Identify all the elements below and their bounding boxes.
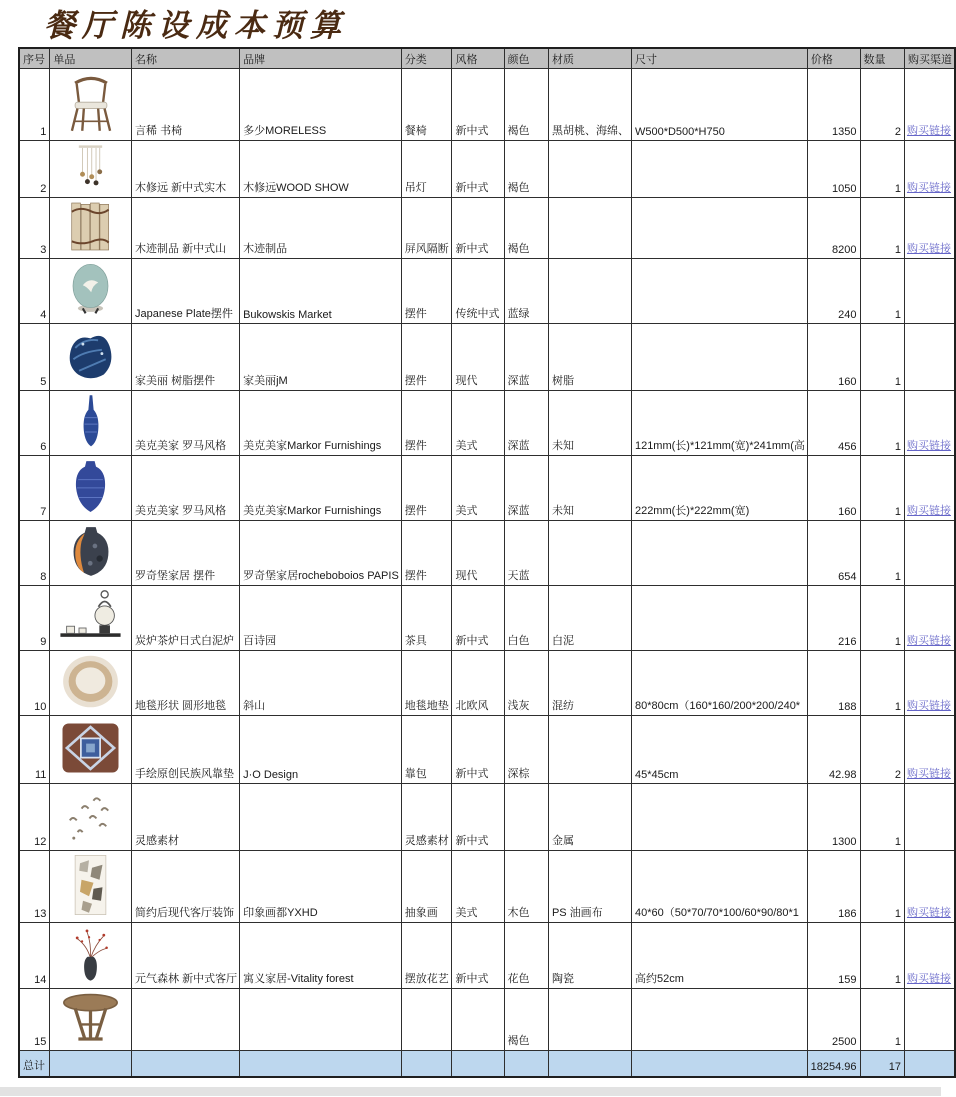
cell-material[interactable] <box>548 716 631 784</box>
cell-color[interactable]: 花色 <box>504 923 548 989</box>
abstract-painting-icon <box>74 907 107 919</box>
cell-material[interactable]: 白泥 <box>548 586 631 651</box>
cell-item-image[interactable] <box>50 141 132 198</box>
cell-style[interactable]: 现代 <box>452 324 504 391</box>
cell-category[interactable]: 茶具 <box>401 586 452 651</box>
purchase-link[interactable]: 购买链接 <box>906 182 951 194</box>
cell-size[interactable] <box>631 586 807 651</box>
cell-style[interactable] <box>452 989 504 1051</box>
table-row <box>19 259 955 324</box>
cell-material[interactable]: 陶瓷 <box>548 923 631 989</box>
column-header-brand[interactable]: 品牌 <box>240 48 402 69</box>
cell-style[interactable]: 新中式 <box>452 784 504 851</box>
cell-item-image[interactable] <box>50 69 132 141</box>
cell-qty[interactable]: 2 <box>860 69 904 141</box>
total-row <box>19 1051 955 1077</box>
cell-price[interactable]: 1300 <box>807 784 860 851</box>
cell-name[interactable]: 手绘原创民族风靠垫 <box>132 716 240 784</box>
column-header-no[interactable]: 序号 <box>19 48 50 69</box>
cell-item-image[interactable] <box>50 989 132 1051</box>
table-row <box>19 989 955 1051</box>
cell-brand[interactable]: J·O Design <box>240 716 402 784</box>
cell-price[interactable]: 160 <box>807 456 860 521</box>
cell-price[interactable]: 240 <box>807 259 860 324</box>
cell-style[interactable]: 美式 <box>452 391 504 456</box>
cell-category[interactable]: 地毯地垫 <box>401 651 452 716</box>
cell-name[interactable]: 炭炉茶炉日式白泥炉 <box>132 586 240 651</box>
cell-price[interactable]: 216 <box>807 586 860 651</box>
column-header-size[interactable]: 尺寸 <box>631 48 807 69</box>
purchase-link[interactable]: 购买链接 <box>906 768 951 780</box>
cell-brand[interactable]: 木迹制品 <box>240 198 402 259</box>
cell-color[interactable]: 木色 <box>504 851 548 923</box>
cell-category[interactable]: 摆件 <box>401 456 452 521</box>
plate-icon <box>66 308 115 320</box>
table-row <box>19 456 955 521</box>
chair-icon <box>63 125 119 137</box>
resin-bowl-icon <box>60 375 121 387</box>
cell-size[interactable] <box>631 141 807 198</box>
cell-no[interactable]: 14 <box>19 923 50 989</box>
cell-style[interactable]: 新中式 <box>452 198 504 259</box>
cell-brand[interactable]: 美克美家Markor Furnishings <box>240 391 402 456</box>
cell-material[interactable] <box>548 259 631 324</box>
purchase-link[interactable]: 购买链接 <box>906 635 951 647</box>
cell-color[interactable]: 褐色 <box>504 141 548 198</box>
cell-item-image[interactable] <box>50 586 132 651</box>
cell-category[interactable]: 摆件 <box>401 391 452 456</box>
cell-price[interactable]: 188 <box>807 651 860 716</box>
cell-color[interactable]: 蓝绿 <box>504 259 548 324</box>
cell-no[interactable]: 7 <box>19 456 50 521</box>
cell-style[interactable]: 北欧风 <box>452 651 504 716</box>
cell-material[interactable] <box>548 989 631 1051</box>
cell-item-image[interactable] <box>50 456 132 521</box>
column-header-category[interactable]: 分类 <box>401 48 452 69</box>
cell-category[interactable]: 灵感素材 <box>401 784 452 851</box>
cell-size[interactable] <box>631 324 807 391</box>
cell-qty[interactable]: 1 <box>860 324 904 391</box>
cell-qty[interactable]: 1 <box>860 259 904 324</box>
cell-name[interactable] <box>132 989 240 1051</box>
cell-no[interactable]: 8 <box>19 521 50 586</box>
cell-price[interactable]: 456 <box>807 391 860 456</box>
cell-channel[interactable] <box>904 69 955 141</box>
cell-style[interactable]: 新中式 <box>452 141 504 198</box>
total-empty-cell[interactable] <box>132 1051 240 1077</box>
cell-channel[interactable] <box>904 923 955 989</box>
table-row <box>19 586 955 651</box>
table-row <box>19 851 955 923</box>
cell-item-image[interactable] <box>50 324 132 391</box>
cell-size[interactable] <box>631 784 807 851</box>
cell-price[interactable]: 654 <box>807 521 860 586</box>
table-row <box>19 651 955 716</box>
cell-brand[interactable]: 美克美家Markor Furnishings <box>240 456 402 521</box>
column-header-name[interactable]: 名称 <box>132 48 240 69</box>
cell-no[interactable]: 3 <box>19 198 50 259</box>
cell-color[interactable]: 深蓝 <box>504 456 548 521</box>
cell-no[interactable]: 10 <box>19 651 50 716</box>
cell-qty[interactable]: 1 <box>860 141 904 198</box>
cell-brand[interactable]: 木修远WOOD SHOW <box>240 141 402 198</box>
total-empty-cell[interactable] <box>401 1051 452 1077</box>
cell-category[interactable]: 吊灯 <box>401 141 452 198</box>
cell-material[interactable]: 树脂 <box>548 324 631 391</box>
cell-name[interactable]: 元气森林 新中式客厅 <box>132 923 240 989</box>
round-vase-icon <box>68 570 114 582</box>
cell-size[interactable]: 222mm(长)*222mm(宽) <box>631 456 807 521</box>
cell-name[interactable]: 木修远 新中式实木 <box>132 141 240 198</box>
cell-no[interactable]: 5 <box>19 324 50 391</box>
cell-name[interactable]: 美克美家 罗马风格 <box>132 456 240 521</box>
cell-material[interactable] <box>548 141 631 198</box>
cell-qty[interactable]: 1 <box>860 456 904 521</box>
cell-no[interactable]: 4 <box>19 259 50 324</box>
table-row <box>19 391 955 456</box>
table-row <box>19 923 955 989</box>
cell-brand[interactable]: 寓义家居-Vitality forest <box>240 923 402 989</box>
purchase-link[interactable]: 购买链接 <box>906 440 951 452</box>
table-row <box>19 141 955 198</box>
cell-item-image[interactable] <box>50 851 132 923</box>
cell-style[interactable]: 新中式 <box>452 923 504 989</box>
purchase-link[interactable]: 购买链接 <box>906 700 951 712</box>
cell-no[interactable]: 13 <box>19 851 50 923</box>
cell-brand[interactable]: 家美丽jM <box>240 324 402 391</box>
cell-qty[interactable]: 1 <box>860 651 904 716</box>
cell-channel[interactable] <box>904 784 955 851</box>
cell-no[interactable]: 2 <box>19 141 50 198</box>
cell-item-image[interactable] <box>50 259 132 324</box>
table-row <box>19 69 955 141</box>
cell-brand[interactable]: 印象画都YXHD <box>240 851 402 923</box>
cell-item-image[interactable] <box>50 198 132 259</box>
cell-color[interactable]: 浅灰 <box>504 651 548 716</box>
cell-name[interactable]: 言稀 书椅 <box>132 69 240 141</box>
cell-price[interactable]: 1050 <box>807 141 860 198</box>
cell-channel[interactable] <box>904 141 955 198</box>
column-header-item-image[interactable]: 单品 <box>50 48 132 69</box>
cell-channel[interactable] <box>904 851 955 923</box>
cell-name[interactable]: 地毯形状 圆形地毯 <box>132 651 240 716</box>
cell-brand[interactable]: 多少MORELESS <box>240 69 402 141</box>
cell-name[interactable]: 木迹制品 新中式山 <box>132 198 240 259</box>
cell-size[interactable]: 高约52cm <box>631 923 807 989</box>
cell-item-image[interactable] <box>50 391 132 456</box>
cell-category[interactable] <box>401 989 452 1051</box>
table-row <box>19 521 955 586</box>
cell-brand[interactable]: 罗奇堡家居rocheboboios PAPIS <box>240 521 402 586</box>
cell-qty[interactable]: 1 <box>860 784 904 851</box>
cell-name[interactable]: 家美丽 树脂摆件 <box>132 324 240 391</box>
cell-brand[interactable]: 斜山 <box>240 651 402 716</box>
cell-style[interactable]: 美式 <box>452 456 504 521</box>
purchase-link[interactable]: 购买链接 <box>906 907 951 919</box>
column-header-price[interactable]: 价格 <box>807 48 860 69</box>
cell-price[interactable]: 159 <box>807 923 860 989</box>
cell-style[interactable]: 美式 <box>452 851 504 923</box>
flower-vase-icon <box>70 973 111 985</box>
column-header-style[interactable]: 风格 <box>452 48 504 69</box>
total-empty-cell[interactable] <box>904 1051 955 1077</box>
cell-channel[interactable] <box>904 456 955 521</box>
cell-item-image[interactable] <box>50 716 132 784</box>
cell-color[interactable]: 深蓝 <box>504 324 548 391</box>
cell-channel[interactable] <box>904 586 955 651</box>
cell-material[interactable]: 未知 <box>548 456 631 521</box>
urn-vase-icon <box>71 505 110 517</box>
cell-color[interactable]: 褐色 <box>504 198 548 259</box>
column-header-material[interactable]: 材质 <box>548 48 631 69</box>
cell-channel[interactable] <box>904 521 955 586</box>
cell-color[interactable]: 深棕 <box>504 716 548 784</box>
cell-item-image[interactable] <box>50 784 132 851</box>
round-table-icon <box>59 1035 122 1047</box>
cell-price[interactable]: 1350 <box>807 69 860 141</box>
cushion-icon <box>59 768 122 780</box>
column-header-channel[interactable]: 购买渠道 <box>904 48 955 69</box>
total-empty-cell[interactable] <box>504 1051 548 1077</box>
cell-category[interactable]: 摆放花艺 <box>401 923 452 989</box>
cell-qty[interactable]: 1 <box>860 391 904 456</box>
cell-price[interactable]: 186 <box>807 851 860 923</box>
cell-item-image[interactable] <box>50 923 132 989</box>
table-body <box>19 69 955 1077</box>
cell-channel[interactable] <box>904 259 955 324</box>
cell-channel[interactable] <box>904 989 955 1051</box>
cell-price[interactable]: 42.98 <box>807 716 860 784</box>
cell-color[interactable]: 褐色 <box>504 989 548 1051</box>
table-row <box>19 716 955 784</box>
cell-brand[interactable] <box>240 784 402 851</box>
cell-brand[interactable]: Bukowskis Market <box>240 259 402 324</box>
purchase-link[interactable]: 购买链接 <box>906 505 951 517</box>
cell-style[interactable]: 现代 <box>452 521 504 586</box>
cell-material[interactable]: 混纺 <box>548 651 631 716</box>
cell-qty[interactable]: 1 <box>860 521 904 586</box>
cell-size[interactable]: 40*60（50*70/70*100/60*90/80*1 <box>631 851 807 923</box>
birds-icon <box>56 835 125 847</box>
cell-style[interactable]: 传统中式 <box>452 259 504 324</box>
cell-size[interactable]: 45*45cm <box>631 716 807 784</box>
cell-brand[interactable] <box>240 989 402 1051</box>
page-title: 餐厅陈设成本预算 <box>44 8 348 44</box>
cell-channel[interactable] <box>904 716 955 784</box>
cell-price[interactable]: 2500 <box>807 989 860 1051</box>
column-header-qty[interactable]: 数量 <box>860 48 904 69</box>
cell-category[interactable]: 餐椅 <box>401 69 452 141</box>
budget-table <box>18 47 956 1078</box>
cell-qty[interactable]: 2 <box>860 716 904 784</box>
purchase-link[interactable]: 购买链接 <box>906 243 951 255</box>
cell-category[interactable]: 摆件 <box>401 521 452 586</box>
header-row <box>19 48 955 69</box>
cell-no[interactable]: 12 <box>19 784 50 851</box>
cell-size[interactable] <box>631 259 807 324</box>
cell-item-image[interactable] <box>50 521 132 586</box>
cell-channel[interactable] <box>904 324 955 391</box>
cell-name[interactable]: 美克美家 罗马风格 <box>132 391 240 456</box>
cell-color[interactable]: 深蓝 <box>504 391 548 456</box>
cell-no[interactable]: 15 <box>19 989 50 1051</box>
cell-name[interactable]: 罗奇堡家居 摆件 <box>132 521 240 586</box>
cell-price[interactable]: 160 <box>807 324 860 391</box>
cell-size[interactable]: 80*80cm（160*160/200*200/240* <box>631 651 807 716</box>
column-header-color[interactable]: 颜色 <box>504 48 548 69</box>
cell-style[interactable]: 新中式 <box>452 716 504 784</box>
cell-color[interactable]: 天蓝 <box>504 521 548 586</box>
cell-material[interactable]: 未知 <box>548 391 631 456</box>
cell-category[interactable]: 摆件 <box>401 324 452 391</box>
cell-channel[interactable] <box>904 391 955 456</box>
cell-no[interactable]: 9 <box>19 586 50 651</box>
total-empty-cell[interactable] <box>631 1051 807 1077</box>
cell-material[interactable]: 金属 <box>548 784 631 851</box>
tea-set-icon <box>56 635 125 647</box>
total-label[interactable]: 总计 <box>19 1051 50 1077</box>
bottom-strip <box>0 1087 941 1096</box>
total-empty-cell[interactable] <box>452 1051 504 1077</box>
cell-name[interactable]: Japanese Plate摆件 <box>132 259 240 324</box>
cell-name[interactable]: 灵感素材 <box>132 784 240 851</box>
cell-material[interactable]: PS 油画布 <box>548 851 631 923</box>
cell-style[interactable]: 新中式 <box>452 586 504 651</box>
cell-material[interactable]: 黑胡桃、海绵、 <box>548 69 631 141</box>
table-row <box>19 784 955 851</box>
table-header <box>19 48 955 69</box>
total-price[interactable]: 18254.96 <box>807 1051 860 1077</box>
total-empty-cell[interactable] <box>548 1051 631 1077</box>
cell-color[interactable] <box>504 784 548 851</box>
cell-no[interactable]: 11 <box>19 716 50 784</box>
cell-category[interactable]: 靠包 <box>401 716 452 784</box>
cell-category[interactable]: 屏风隔断 <box>401 198 452 259</box>
cell-channel[interactable] <box>904 651 955 716</box>
cell-category[interactable]: 抽象画 <box>401 851 452 923</box>
round-rug-icon <box>60 700 121 712</box>
cell-qty[interactable]: 1 <box>860 989 904 1051</box>
total-qty[interactable]: 17 <box>860 1051 904 1077</box>
tall-vase-icon <box>79 440 103 452</box>
cell-size[interactable] <box>631 198 807 259</box>
cell-name[interactable]: 简约后现代客厅装饰 <box>132 851 240 923</box>
cell-style[interactable]: 新中式 <box>452 69 504 141</box>
table-row <box>19 324 955 391</box>
cell-size[interactable]: 121mm(长)*121mm(宽)*241mm(高 <box>631 391 807 456</box>
purchase-link[interactable]: 购买链接 <box>906 973 951 985</box>
cell-qty[interactable]: 1 <box>860 586 904 651</box>
cell-channel[interactable] <box>904 198 955 259</box>
cell-size[interactable] <box>631 521 807 586</box>
cell-color[interactable]: 白色 <box>504 586 548 651</box>
cell-qty[interactable]: 1 <box>860 923 904 989</box>
cell-category[interactable]: 摆件 <box>401 259 452 324</box>
total-empty-cell[interactable] <box>240 1051 402 1077</box>
purchase-link[interactable]: 购买链接 <box>906 125 951 137</box>
cell-qty[interactable]: 1 <box>860 198 904 259</box>
cell-brand[interactable]: 百诗园 <box>240 586 402 651</box>
folding-screen-icon <box>67 243 114 255</box>
cell-size[interactable] <box>631 989 807 1051</box>
cell-item-image[interactable] <box>50 651 132 716</box>
cell-material[interactable] <box>548 198 631 259</box>
cell-size[interactable]: W500*D500*H750 <box>631 69 807 141</box>
cell-color[interactable]: 褐色 <box>504 69 548 141</box>
cell-no[interactable]: 6 <box>19 391 50 456</box>
table-row <box>19 198 955 259</box>
total-empty-cell[interactable] <box>50 1051 132 1077</box>
cell-no[interactable]: 1 <box>19 69 50 141</box>
cell-qty[interactable]: 1 <box>860 851 904 923</box>
cell-material[interactable] <box>548 521 631 586</box>
pendant-lamp-icon <box>69 182 112 194</box>
cell-price[interactable]: 8200 <box>807 198 860 259</box>
